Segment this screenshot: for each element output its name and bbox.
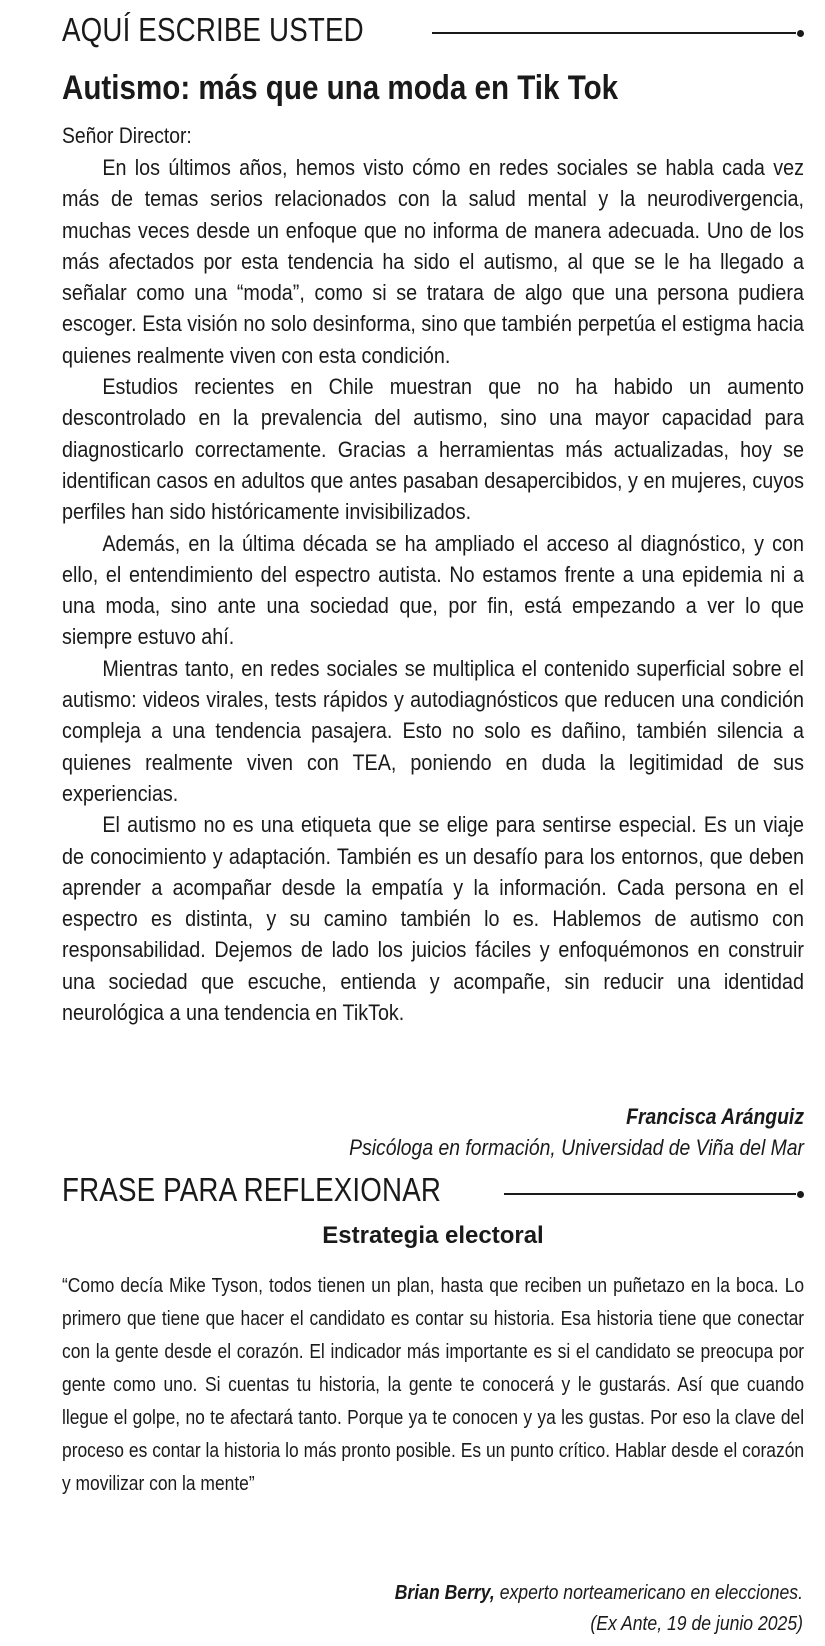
quote-title: Estrategia electoral xyxy=(322,1222,544,1249)
letter-body xyxy=(62,152,804,1028)
letter-paragraph: Además, en la última década se ha ampliado el acceso al diagnóstico, y con ello, el entendimiento del espectro autista. No estamos frente a una epidemia ni a una moda, sino ante una sociedad que, por fin, está empezando a ver lo que siempre estuvo ahí. xyxy=(62,530,804,650)
letter-to-editor xyxy=(62,120,804,1028)
letter-headline: Autismo: más que una moda en Tik Tok xyxy=(62,69,619,107)
quote-author-line xyxy=(152,1578,803,1609)
letter-author-role: Psicóloga en formación, Universidad de Viña del Mar xyxy=(349,1135,804,1160)
quote-text: “Como decía Mike Tyson, todos tienen un plan, hasta que reciben un puñetazo en la boca. Lo primero que tiene que hacer el candidato es contar su historia. Esa historia tiene que conectar con la gente desde el corazón. El indicador más importante es si el candidato se preocupa por gente como uno. Si cuentas tu historia, la gente te conocerá y le gustarás. Así que cuando llegue el golpe, no te afectará tanto. Porque ya te conocen y ya les gustas. Por eso la clave del proceso es contar la historia lo más pronto posible. Es un punto crítico. Hablar desde el corazón y movilizar con la mente” xyxy=(62,1275,805,1495)
quote-author: Brian Berry, xyxy=(394,1582,495,1604)
letter-paragraph: El autismo no es una etiqueta que se elige para sentirse especial. Es un viaje de conocimiento y adaptación. También es un desafío para los entornos, que deben aprender a acompañar desde la empatía y la información. Cada persona en el espectro es distinta, y su camino también lo es. Hablemos de autismo con responsabilidad. Dejemos de lado los juicios fáciles y enfoquémonos en construir una sociedad que escuche, entienda y acompañe, sin reducir una identidad neurológica a una tendencia en TikTok. xyxy=(62,812,804,1026)
letter-paragraph: En los últimos años, hemos visto cómo en redes sociales se habla cada vez más de temas serios relacionados con la salud mental y la neurodivergencia, muchas veces desde un enfoque que no informa de manera adecuada. Uno de los más afectados por esta tendencia ha sido el autismo, al que se le ha llegado a señalar como una “moda”, como si se tratara de algo que una persona pudiera escoger. Esta visión no solo desinforma, sino que también perpetúa el estigma hacia quienes realmente viven con esta condición. xyxy=(62,155,804,368)
section-label: AQUÍ ESCRIBE USTED xyxy=(62,11,364,48)
rule-end-dot xyxy=(797,1191,804,1198)
letter-salutation: Señor Director: xyxy=(62,123,192,148)
quote-block xyxy=(62,1270,804,1501)
letter-paragraph: Estudios recientes en Chile muestran que no ha habido un aumento descontrolado en la prevalencia del autismo, sino una mayor capacidad para diagnosticarlo correctamente. Gracias a herramientas más actualizadas, hoy se identifican casos en adultos que antes pasaban desapercibidos, y en mujeres, cuyos perfiles han sido históricamente invisibilizados. xyxy=(62,374,804,525)
section-header-frase-para-reflexionar xyxy=(62,1168,804,1216)
section-label: FRASE PARA REFLEXIONAR xyxy=(62,1171,442,1208)
quote-source: (Ex Ante, 19 de junio 2025) xyxy=(590,1613,803,1635)
rule-end-dot xyxy=(797,30,804,37)
section-rule xyxy=(504,1193,796,1195)
letter-paragraph: Mientras tanto, en redes sociales se multiplica el contenido superficial sobre el autismo: videos virales, tests rápidos y autodiagnósticos que reducen una condición compleja a una tendencia pasajera. Esto no solo es dañino, también silencia a quienes realmente viven con TEA, poniendo en duda la legitimidad de sus experiencias. xyxy=(62,655,804,806)
quote-author-description: experto norteamericano en elecciones. xyxy=(499,1582,803,1604)
letter-signature xyxy=(104,1101,804,1163)
section-rule xyxy=(432,32,796,34)
quote-attribution xyxy=(63,1578,803,1640)
section-header-aqui-escribe-usted xyxy=(62,8,804,56)
letter-author: Francisca Aránguiz xyxy=(626,1104,804,1129)
